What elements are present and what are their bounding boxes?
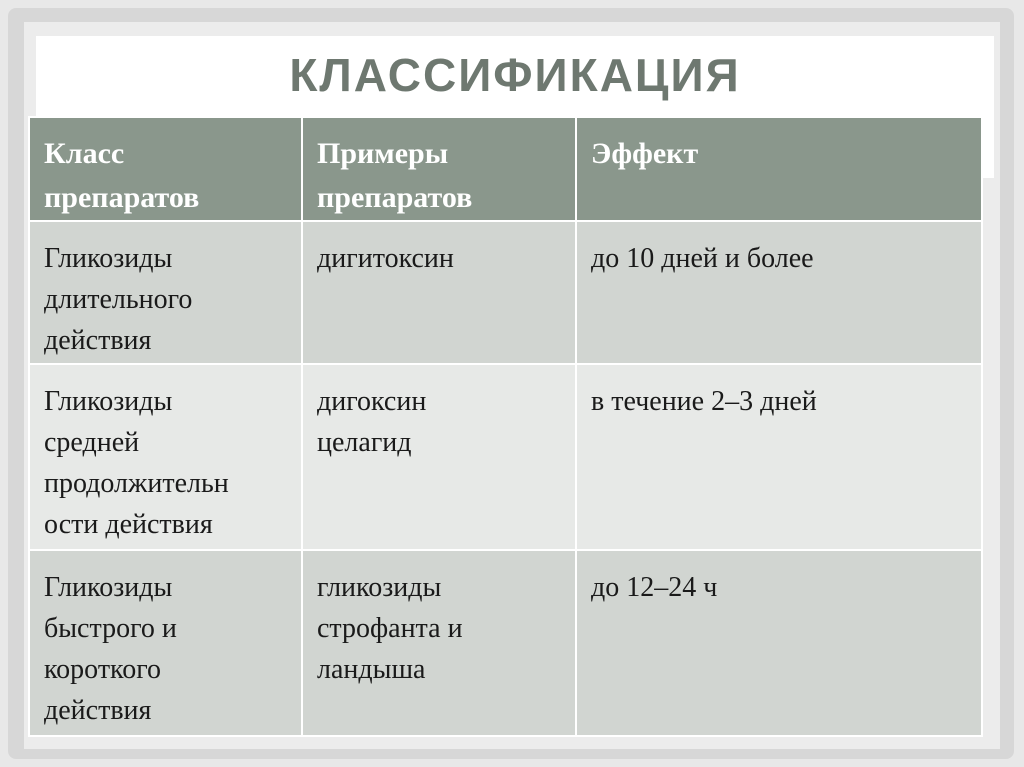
cell-line: действия (44, 695, 152, 726)
cell-line: длительного (44, 284, 193, 315)
header-drug-examples (302, 117, 576, 221)
cell-line: действия (44, 325, 152, 356)
cell-line: продолжительн (44, 468, 229, 499)
header-line: Класс (44, 137, 125, 170)
cell-line: строфанта и (317, 613, 463, 644)
header-drug-class (29, 117, 302, 221)
cell-line: ости действия (44, 509, 213, 540)
header-line: препаратов (44, 181, 200, 214)
cell-drug-class (29, 221, 302, 364)
table-row (29, 550, 982, 736)
cell-drug-examples (302, 364, 576, 550)
table-header-row (29, 117, 982, 221)
cell-line: дигоксин (317, 386, 427, 417)
cell-line: целагид (317, 427, 412, 458)
cell-drug-examples (302, 550, 576, 736)
cell-line: Гликозиды (44, 243, 173, 274)
cell-line: средней (44, 427, 140, 458)
cell-drug-class (29, 550, 302, 736)
cell-effect (576, 221, 982, 364)
cell-line: Гликозиды (44, 386, 173, 417)
cell-line: до 12–24 ч (591, 572, 718, 603)
header-line: Эффект (591, 137, 699, 170)
cell-line: гликозиды (317, 572, 442, 603)
slide-title: КЛАССИФИКАЦИЯ (289, 49, 741, 101)
cell-line: Гликозиды (44, 572, 173, 603)
cell-line: дигитоксин (317, 243, 454, 274)
header-line: препаратов (317, 181, 473, 214)
cell-line: короткого (44, 654, 162, 685)
cell-drug-examples (302, 221, 576, 364)
table-row (29, 221, 982, 364)
cell-line: быстрого и (44, 613, 177, 644)
header-effect (576, 117, 982, 221)
cell-effect (576, 364, 982, 550)
cell-line: ландыша (317, 654, 426, 685)
cell-drug-class (29, 364, 302, 550)
cell-line: до 10 дней и более (591, 243, 814, 274)
classification-table (28, 116, 983, 737)
cell-effect (576, 550, 982, 736)
cell-line: в течение 2–3 дней (591, 386, 817, 417)
header-line: Примеры (317, 137, 449, 170)
table-row (29, 364, 982, 550)
